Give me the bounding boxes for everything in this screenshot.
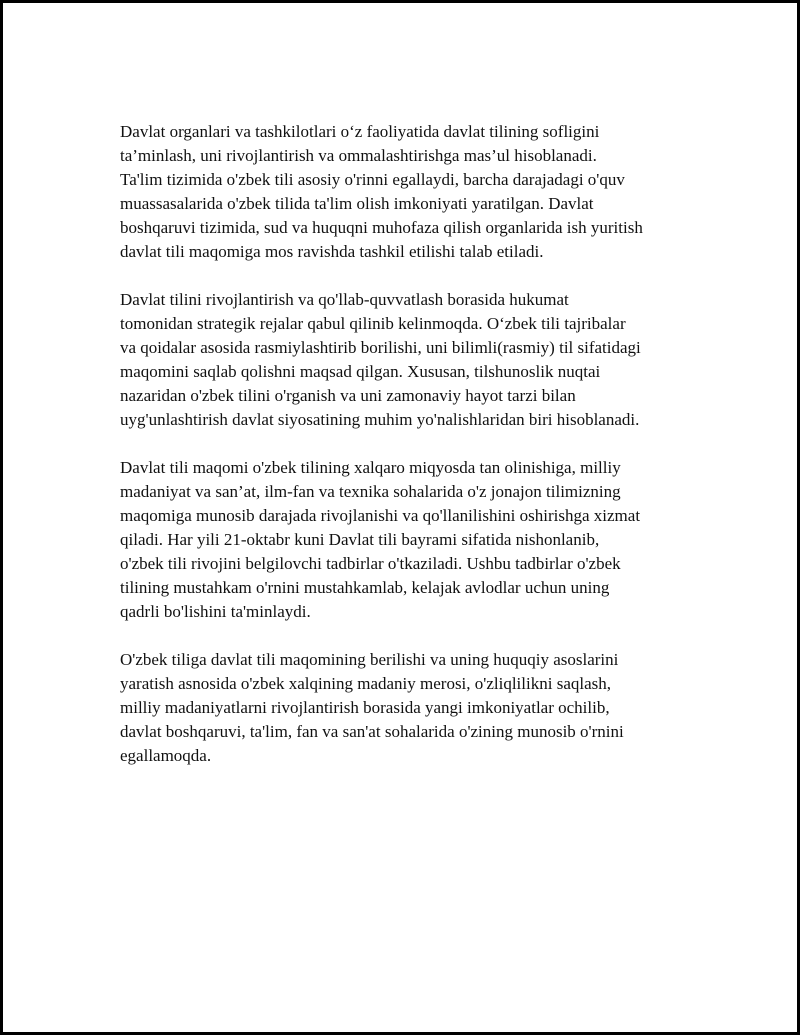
- text-line: Ta'lim tizimida o'zbek tili asosiy o'rinni egallaydi, barcha darajadagi o'quv: [120, 170, 625, 189]
- text-line: O'zbek tiliga davlat tili maqomining berilishi va uning huquqiy asoslarini: [120, 650, 619, 669]
- paragraph-2: [120, 288, 710, 432]
- paragraph-3: [120, 456, 710, 624]
- text-line: egallamoqda.: [120, 746, 212, 765]
- text-line: tomonidan strategik rejalar qabul qilinib kelinmoqda. O‘zbek tili tajribalar: [120, 314, 626, 333]
- text-line: maqomini saqlab qolishni maqsad qilgan. Xususan, tilshunoslik nuqtai: [120, 362, 601, 381]
- text-line: boshqaruvi tizimida, sud va huquqni muhofaza qilish organlarida ish yuritish: [120, 218, 643, 237]
- document-body: [120, 120, 710, 792]
- text-line: Davlat organlari va tashkilotlari o‘z faoliyatida davlat tilining sofligini: [120, 122, 600, 141]
- text-line: o'zbek tili rivojini belgilovchi tadbirlar o'tkaziladi. Ushbu tadbirlar o'zbek: [120, 554, 621, 573]
- text-line: muassasalarida o'zbek tilida ta'lim olish imkoniyati yaratilgan. Davlat: [120, 194, 594, 213]
- text-line: davlat boshqaruvi, ta'lim, fan va san'at sohalarida o'zining munosib o'rnini: [120, 722, 624, 741]
- text-line: maqomiga munosib darajada rivojlanishi va qo'llanilishini oshirishga xizmat: [120, 506, 641, 525]
- text-line: Davlat tili maqomi o'zbek tilining xalqaro miqyosda tan olinishiga, milliy: [120, 458, 621, 477]
- text-line: Davlat tilini rivojlantirish va qo'llab-quvvatlash borasida hukumat: [120, 290, 569, 309]
- text-line: milliy madaniyatlarni rivojlantirish borasida yangi imkoniyatlar ochilib,: [120, 698, 610, 717]
- text-line: madaniyat va san’at, ilm-fan va texnika sohalarida o'z jonajon tilimizning: [120, 482, 621, 501]
- text-line: nazaridan o'zbek tilini o'rganish va uni zamonaviy hayot tarzi bilan: [120, 386, 576, 405]
- text-line: davlat tili maqomiga mos ravishda tashkil etilishi talab etiladi.: [120, 242, 544, 261]
- text-line: ta’minlash, uni rivojlantirish va ommalashtirishga mas’ul hisoblanadi.: [120, 146, 597, 165]
- text-line: tilining mustahkam o'rnini mustahkamlab, kelajak avlodlar uchun uning: [120, 578, 610, 597]
- text-line: va qoidalar asosida rasmiylashtirib borilishi, uni bilimli(rasmiy) til sifatidagi: [120, 338, 641, 357]
- paragraph-4: [120, 648, 710, 768]
- text-line: qiladi. Har yili 21-oktabr kuni Davlat tili bayrami sifatida nishonlanib,: [120, 530, 600, 549]
- text-line: yaratish asnosida o'zbek xalqining madaniy merosi, o'zliqlilikni saqlash,: [120, 674, 611, 693]
- text-line: qadrli bo'lishini ta'minlaydi.: [120, 602, 311, 621]
- paragraph-1: [120, 120, 710, 264]
- text-line: uyg'unlashtirish davlat siyosatining muhim yo'nalishlaridan biri hisoblanadi.: [120, 410, 640, 429]
